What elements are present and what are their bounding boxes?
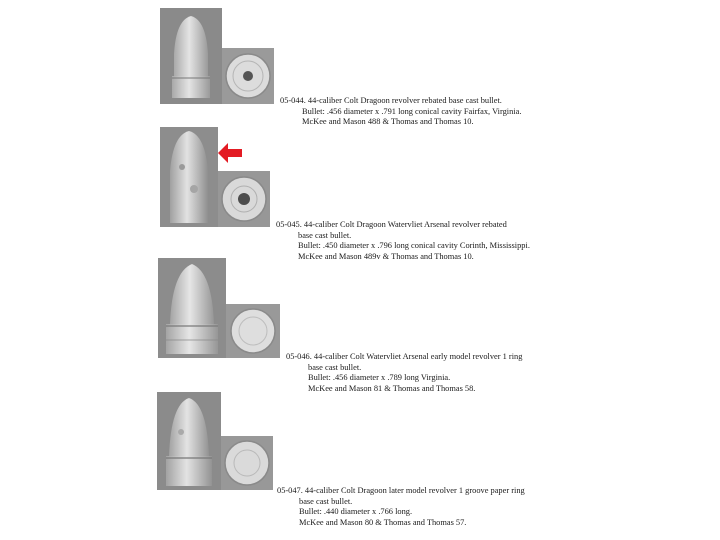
entry-title: 44-caliber Colt Watervliet Arsenal early model revolver 1 ring bbox=[313, 352, 523, 361]
entry-title-continued: base cast bullet. bbox=[308, 362, 362, 372]
bullet-photo-side-05-044 bbox=[160, 8, 222, 104]
entry-spec: Bullet: .440 diameter x .766 long. bbox=[299, 507, 413, 517]
caption-05-046 bbox=[286, 352, 522, 394]
entry-title: 44-caliber Colt Dragoon later model revolver 1 groove paper ring bbox=[304, 486, 525, 495]
entry-reference: McKee and Mason 488 & Thomas and Thomas 10. bbox=[302, 117, 474, 127]
bullet-photo-base-05-047 bbox=[221, 436, 273, 490]
bullet-photo-base-05-044 bbox=[222, 48, 274, 104]
entry-number: 05-044. bbox=[280, 96, 306, 105]
bullet-photo-base-05-045 bbox=[218, 171, 270, 227]
entry-title: 44-caliber Colt Dragoon Watervliet Arsenal revolver rebated bbox=[303, 220, 507, 229]
caption-05-047 bbox=[277, 486, 525, 528]
bullet-photo-side-05-047 bbox=[157, 392, 221, 490]
entry-reference: McKee and Mason 489v & Thomas and Thomas 10. bbox=[298, 251, 474, 261]
caption-05-044 bbox=[280, 96, 521, 128]
entry-number: 05-046. bbox=[286, 352, 312, 361]
entry-title: 44-caliber Colt Dragoon revolver rebated base cast bullet. bbox=[307, 96, 502, 105]
entry-title-continued: base cast bullet. bbox=[298, 230, 352, 240]
entry-spec: Bullet: .456 diameter x .791 long conical cavity Fairfax, Virginia. bbox=[302, 106, 522, 116]
entry-spec: Bullet: .456 diameter x .789 long Virginia. bbox=[308, 373, 451, 383]
entry-reference: McKee and Mason 80 & Thomas and Thomas 57. bbox=[299, 517, 467, 527]
bullet-photo-side-05-046 bbox=[158, 258, 226, 358]
bullet-photo-base-05-046 bbox=[226, 304, 280, 358]
entry-reference: McKee and Mason 81 & Thomas and Thomas 58. bbox=[308, 383, 476, 393]
entry-title-continued: base cast bullet. bbox=[299, 496, 353, 506]
entry-number: 05-045. bbox=[276, 220, 302, 229]
bullet-photo-side-05-045 bbox=[160, 127, 218, 227]
entry-number: 05-047. bbox=[277, 486, 303, 495]
red-arrow-icon bbox=[218, 143, 242, 163]
entry-spec: Bullet: .450 diameter x .796 long conical cavity Corinth, Mississippi. bbox=[298, 241, 530, 251]
caption-05-045 bbox=[276, 220, 530, 262]
